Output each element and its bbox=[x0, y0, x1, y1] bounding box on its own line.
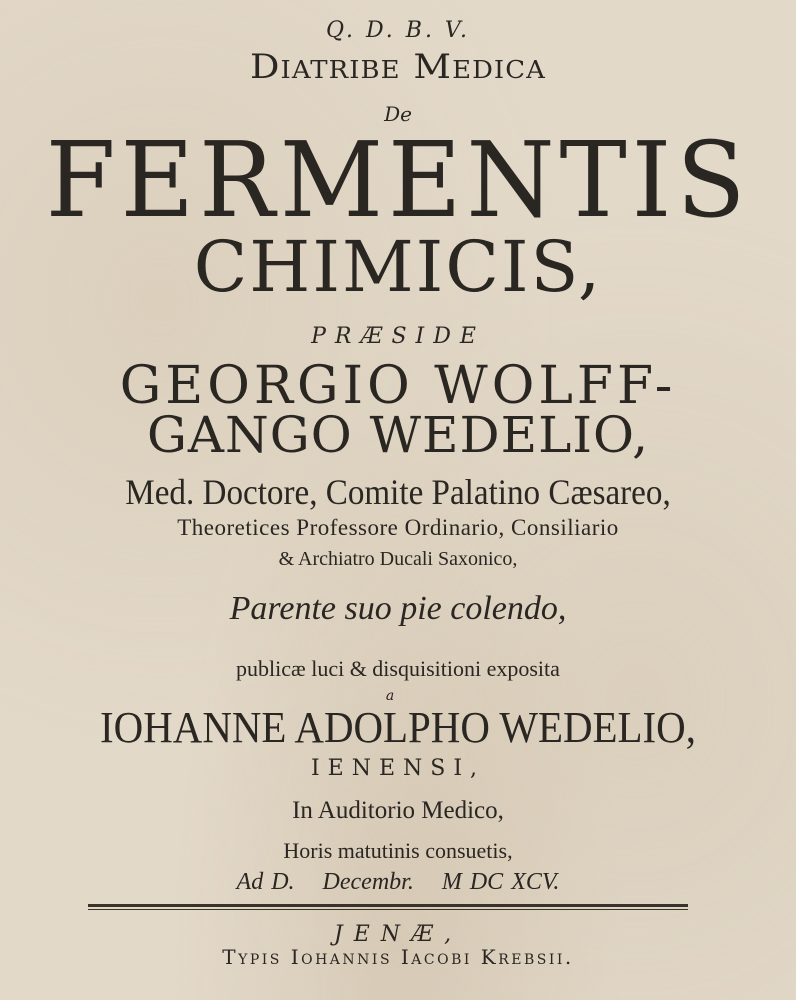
praeses-titles-line-2: Theoretices Professore Ordinario, Consiliario bbox=[177, 515, 619, 540]
imprint-place: JENÆ, bbox=[333, 922, 463, 947]
genre-heading: Diatribe Medica bbox=[250, 47, 546, 87]
hours-line: Horis matutinis consuetis, bbox=[283, 838, 513, 863]
respondent-name: IOHANNE ADOLPHO WEDELIO, bbox=[100, 703, 696, 752]
date-ad: Ad D. bbox=[236, 869, 295, 895]
praeses-titles-line-1: Med. Doctore, Comite Palatino Cæsareo, bbox=[125, 472, 671, 512]
venue-line: In Auditorio Medico, bbox=[292, 797, 504, 824]
divider-rule bbox=[88, 904, 688, 910]
a-word: a bbox=[385, 688, 395, 704]
main-title-line-1: FERMENTIS bbox=[45, 119, 751, 241]
praeses-name-line-1: GEORGIO WOLFF- bbox=[119, 356, 677, 416]
praeside-label: PRÆSIDE bbox=[311, 324, 485, 349]
praeses-name-line-2: GANGO WEDELIO, bbox=[146, 406, 649, 464]
praeses-titles-line-3: & Archiatro Ducali Saxonico, bbox=[278, 548, 518, 570]
de-word: De bbox=[384, 102, 412, 126]
main-title-line-2: CHIMICIS, bbox=[193, 226, 603, 308]
invocation-qdbv: Q. D. B. V. bbox=[326, 18, 470, 43]
dedication-line: Parente suo pie colendo, bbox=[229, 590, 567, 627]
date-month: Decembr. bbox=[322, 869, 414, 895]
respondent-origin: IENENSI, bbox=[310, 756, 486, 781]
imprint-printer: Typis Iohannis Iacobi Krebsii. bbox=[222, 945, 574, 969]
date-line bbox=[0, 870, 796, 894]
date-year: M DC XCV. bbox=[441, 869, 560, 895]
exposita-line: publicæ luci & disquisitioni exposita bbox=[236, 656, 560, 681]
